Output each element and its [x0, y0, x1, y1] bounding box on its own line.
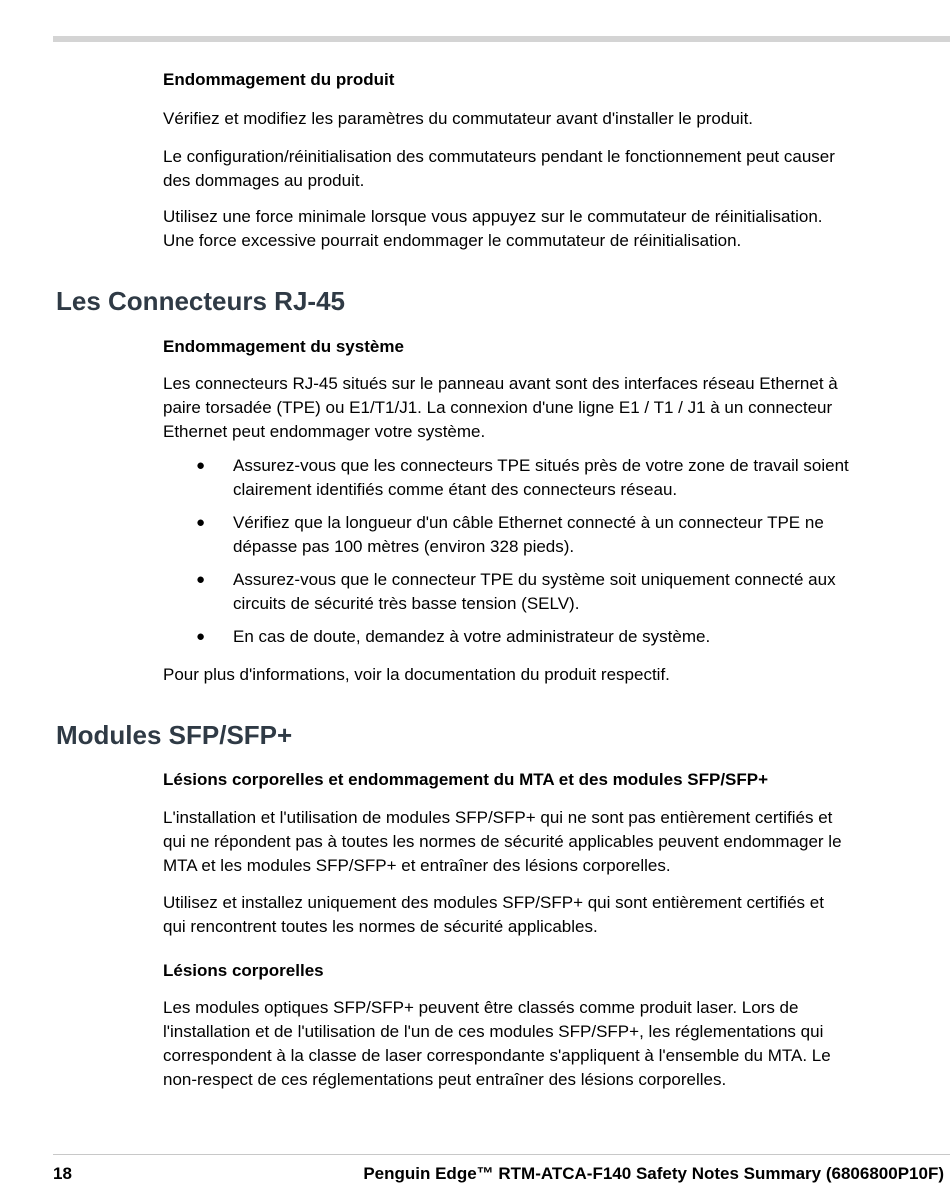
heading-rj45: Les Connecteurs RJ-45: [56, 286, 345, 316]
footer-page-number: 18: [53, 1164, 72, 1183]
subheading-bodily-injury: Lésions corporelles: [163, 961, 324, 980]
paragraph-sfp-2: Utilisez et installez uniquement des modules SFP/SFP+ qui sont entièrement certifiés et qui rencontrent toutes les normes de sécurité applicables.: [163, 893, 824, 936]
bullet-dot-icon: ●: [196, 457, 206, 474]
paragraph-product-1: Vérifiez et modifiez les paramètres du commutateur avant d'installer le produit.: [163, 109, 754, 128]
footer-document-title: Penguin Edge™ RTM-ATCA-F140 Safety Notes Summary (6806800P10F): [363, 1164, 944, 1183]
subheading-system-damage: Endommagement du système: [163, 337, 404, 356]
footer-rule: [53, 1154, 950, 1155]
paragraph-rj45-closing: Pour plus d'informations, voir la documentation du produit respectif.: [163, 665, 670, 684]
paragraph-sfp-1: L'installation et l'utilisation de modules SFP/SFP+ qui ne sont pas entièrement certifiés et qui ne répondent pas à toutes les normes de sécurité applicables peuvent endommager le MTA et les modules SFP/SFP+ et entraîner des lésions corporelles.: [163, 808, 842, 875]
paragraph-rj45-intro: Les connecteurs RJ-45 situés sur le panneau avant sont des interfaces réseau Ethernet à paire torsadée (TPE) ou E1/T1/J1. La connexion d'une ligne E1 / T1 / J1 à un connecteur Ethernet peut endommager votre système.: [163, 374, 838, 441]
heading-sfp: Modules SFP/SFP+: [56, 720, 293, 750]
paragraph-product-3: Utilisez une force minimale lorsque vous appuyez sur le commutateur de réinitialisation. Une force excessive pourrait endommager le commutateur de réinitialisation.: [163, 207, 823, 250]
paragraph-sfp-3: Les modules optiques SFP/SFP+ peuvent être classés comme produit laser. Lors de l'installation et de l'utilisation de l'un de ces modules SFP/SFP+, les réglementations qui correspondent à la classe de laser correspondante s'appliquent à l'ensemble du MTA. Le non-respect de ces réglementations peut entraîner des lésions corporelles.: [163, 998, 831, 1089]
top-rule: [53, 36, 950, 42]
subheading-sfp-injury-damage: Lésions corporelles et endommagement du MTA et des modules SFP/SFP+: [163, 770, 769, 789]
bullet-dot-icon: ●: [196, 628, 206, 645]
bullet-dot-icon: ●: [196, 514, 206, 531]
paragraph-product-2: Le configuration/réinitialisation des commutateurs pendant le fonctionnement peut causer des dommages au produit.: [163, 147, 835, 190]
subheading-product-damage: Endommagement du produit: [163, 70, 395, 89]
bullet-dot-icon: ●: [196, 571, 206, 588]
